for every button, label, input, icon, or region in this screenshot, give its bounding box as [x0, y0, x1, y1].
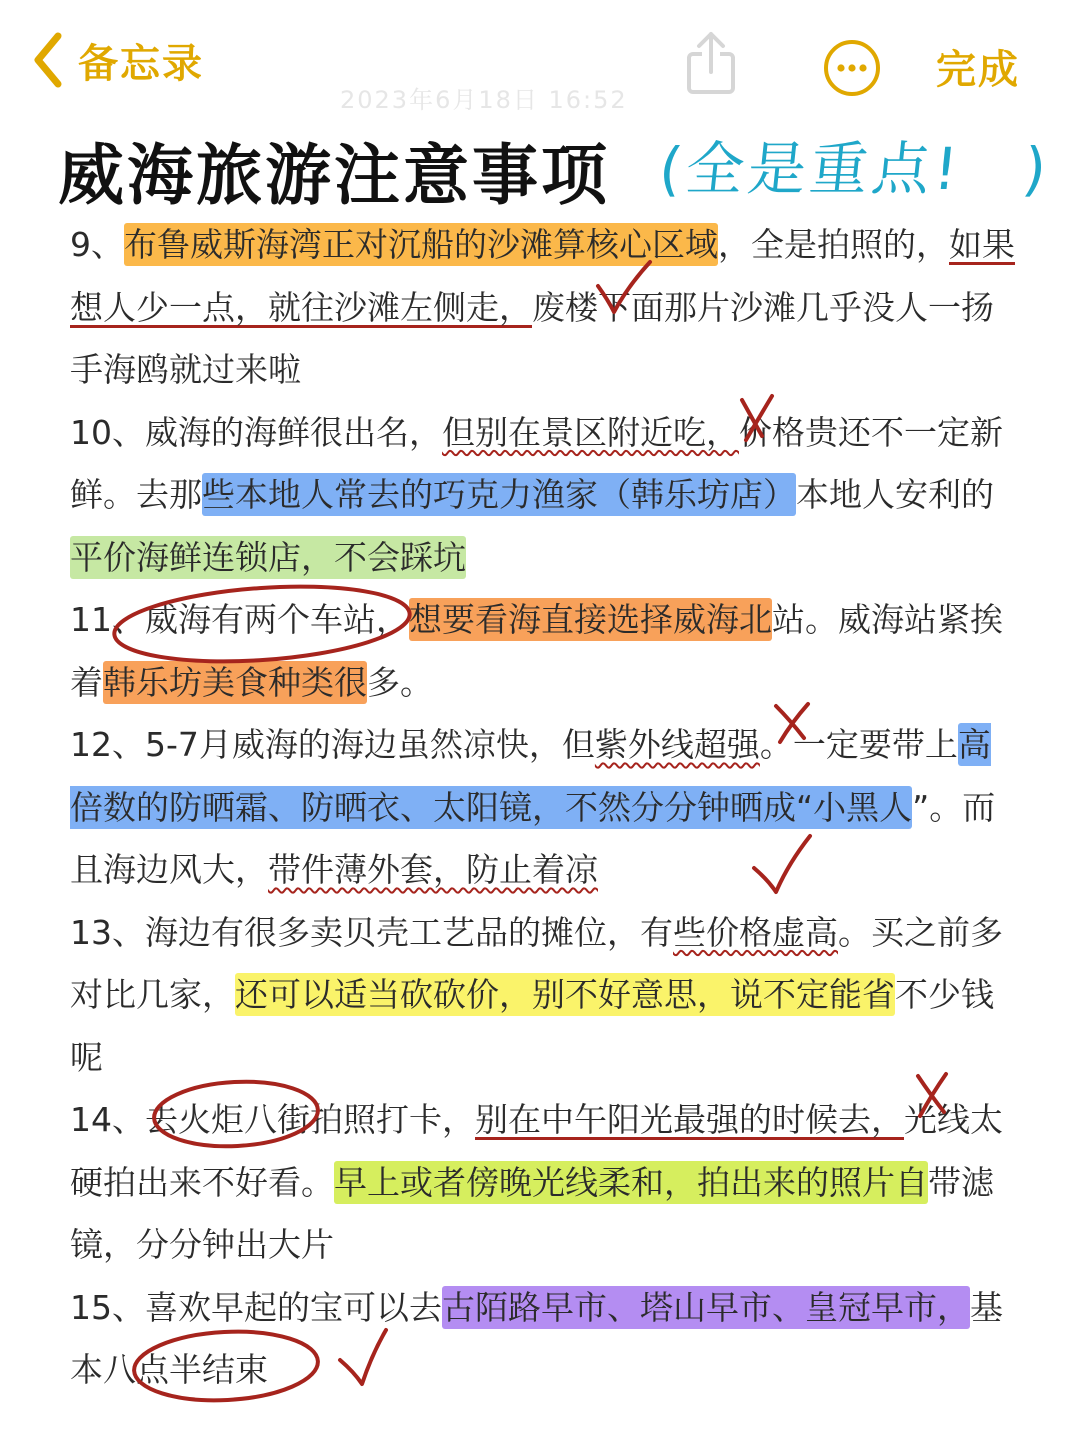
body-text: ，全是拍照的，: [718, 225, 949, 264]
underlined-text: 紫外线超强: [594, 725, 760, 764]
body-text: 光线太硬拍出来不好看。: [70, 1100, 1003, 1202]
item-number: 11、: [70, 600, 145, 639]
list-item: [70, 902, 1020, 1090]
done-button[interactable]: 完成: [936, 47, 1020, 93]
note-body[interactable]: [70, 214, 1020, 1402]
body-text: 拍照打卡，: [310, 1100, 475, 1139]
list-item: [70, 214, 1020, 402]
item-number: 14、: [70, 1100, 145, 1139]
item-number: 15、: [70, 1287, 145, 1327]
circled-text: 基本八点半结束: [70, 1287, 1003, 1389]
top-navigation-bar: [0, 0, 1080, 114]
body-text: 。一定要带上: [759, 725, 958, 764]
highlight-text: 布鲁威斯海湾正对沉船的沙滩算核心区域: [124, 225, 718, 264]
chevron-left-icon: [30, 30, 64, 90]
highlight-text: 古陌路早市、塔山早市、皇冠早市，: [442, 1287, 970, 1327]
item-number: 12、: [70, 725, 145, 764]
circled-text: 去火炬八街: [145, 1100, 310, 1139]
list-item: [70, 589, 1020, 714]
title-handwritten-annotation: (全是重点! ): [655, 135, 1054, 203]
body-text: 威海有两个车站，: [145, 600, 409, 639]
highlight-text: 高倍数的防晒霜、防晒衣、太阳镜，不然分分钟晒成“小黑人: [70, 725, 991, 827]
list-item: [70, 402, 1020, 590]
item-number: 9、: [70, 225, 124, 264]
highlight-text: 想要看海直接选择威海北: [409, 600, 772, 639]
more-icon: [822, 83, 882, 102]
highlight-text: 平价海鲜连锁店，不会踩坑: [70, 537, 466, 577]
body-text: 喜欢早起的宝可以去: [145, 1287, 442, 1327]
list-item: [70, 714, 1020, 902]
underlined-text: 如果想人少一点，就往沙滩左侧走，: [70, 225, 1015, 327]
back-button[interactable]: [30, 30, 204, 90]
body-text: 多。: [367, 662, 433, 702]
list-item: [70, 1089, 1020, 1277]
body-text: 站。威海站紧挨着: [70, 600, 1003, 702]
underlined-text: 带件薄外套，防止着凉: [268, 850, 598, 889]
item-number: 10、: [70, 412, 145, 452]
share-icon: [684, 81, 738, 100]
highlight-text: 还可以适当砍砍价，别不好意思，说不定能省: [235, 975, 895, 1014]
body-text: 带滤镜，分分钟出大片: [70, 1162, 994, 1264]
share-button[interactable]: [684, 30, 738, 100]
body-text: 海边有很多卖贝壳工艺品的摊位，有: [145, 912, 673, 952]
body-text: 威海的海鲜很出名，: [145, 412, 442, 452]
underlined-text: 别在中午阳光最强的时候去，: [475, 1100, 904, 1139]
body-text: 不少钱呢: [70, 975, 994, 1077]
highlight-text: 些本地人常去的巧克力渔家（韩乐坊店）: [202, 475, 796, 514]
highlight-text: 韩乐坊美食种类很: [103, 662, 367, 702]
underlined-text: 但别在景区附近吃，: [442, 412, 739, 452]
back-label: 备忘录: [78, 40, 204, 87]
underlined-text: 些价格虚高: [673, 912, 838, 952]
body-text: 价格贵还不一定新鲜。去那: [70, 412, 1003, 514]
body-text: 5-7月威海的海边虽然凉快，但: [145, 725, 595, 764]
body-text: ”。而且海边风大，: [70, 787, 996, 889]
note-title: 威海旅游注意事项: [58, 137, 610, 214]
more-button[interactable]: [822, 38, 882, 102]
list-item: [70, 1277, 1020, 1402]
body-text: 废楼下面那片沙滩几乎没人一扬手海鸥就过来啦: [70, 287, 994, 389]
body-text: 本地人安利的: [796, 475, 994, 514]
body-text: 。买之前多对比几家，: [70, 912, 1003, 1014]
note-date: 2023年6月18日 16:52: [340, 86, 628, 114]
item-number: 13、: [70, 912, 145, 952]
highlight-text: 早上或者傍晚光线柔和，拍出来的照片自: [334, 1162, 928, 1202]
